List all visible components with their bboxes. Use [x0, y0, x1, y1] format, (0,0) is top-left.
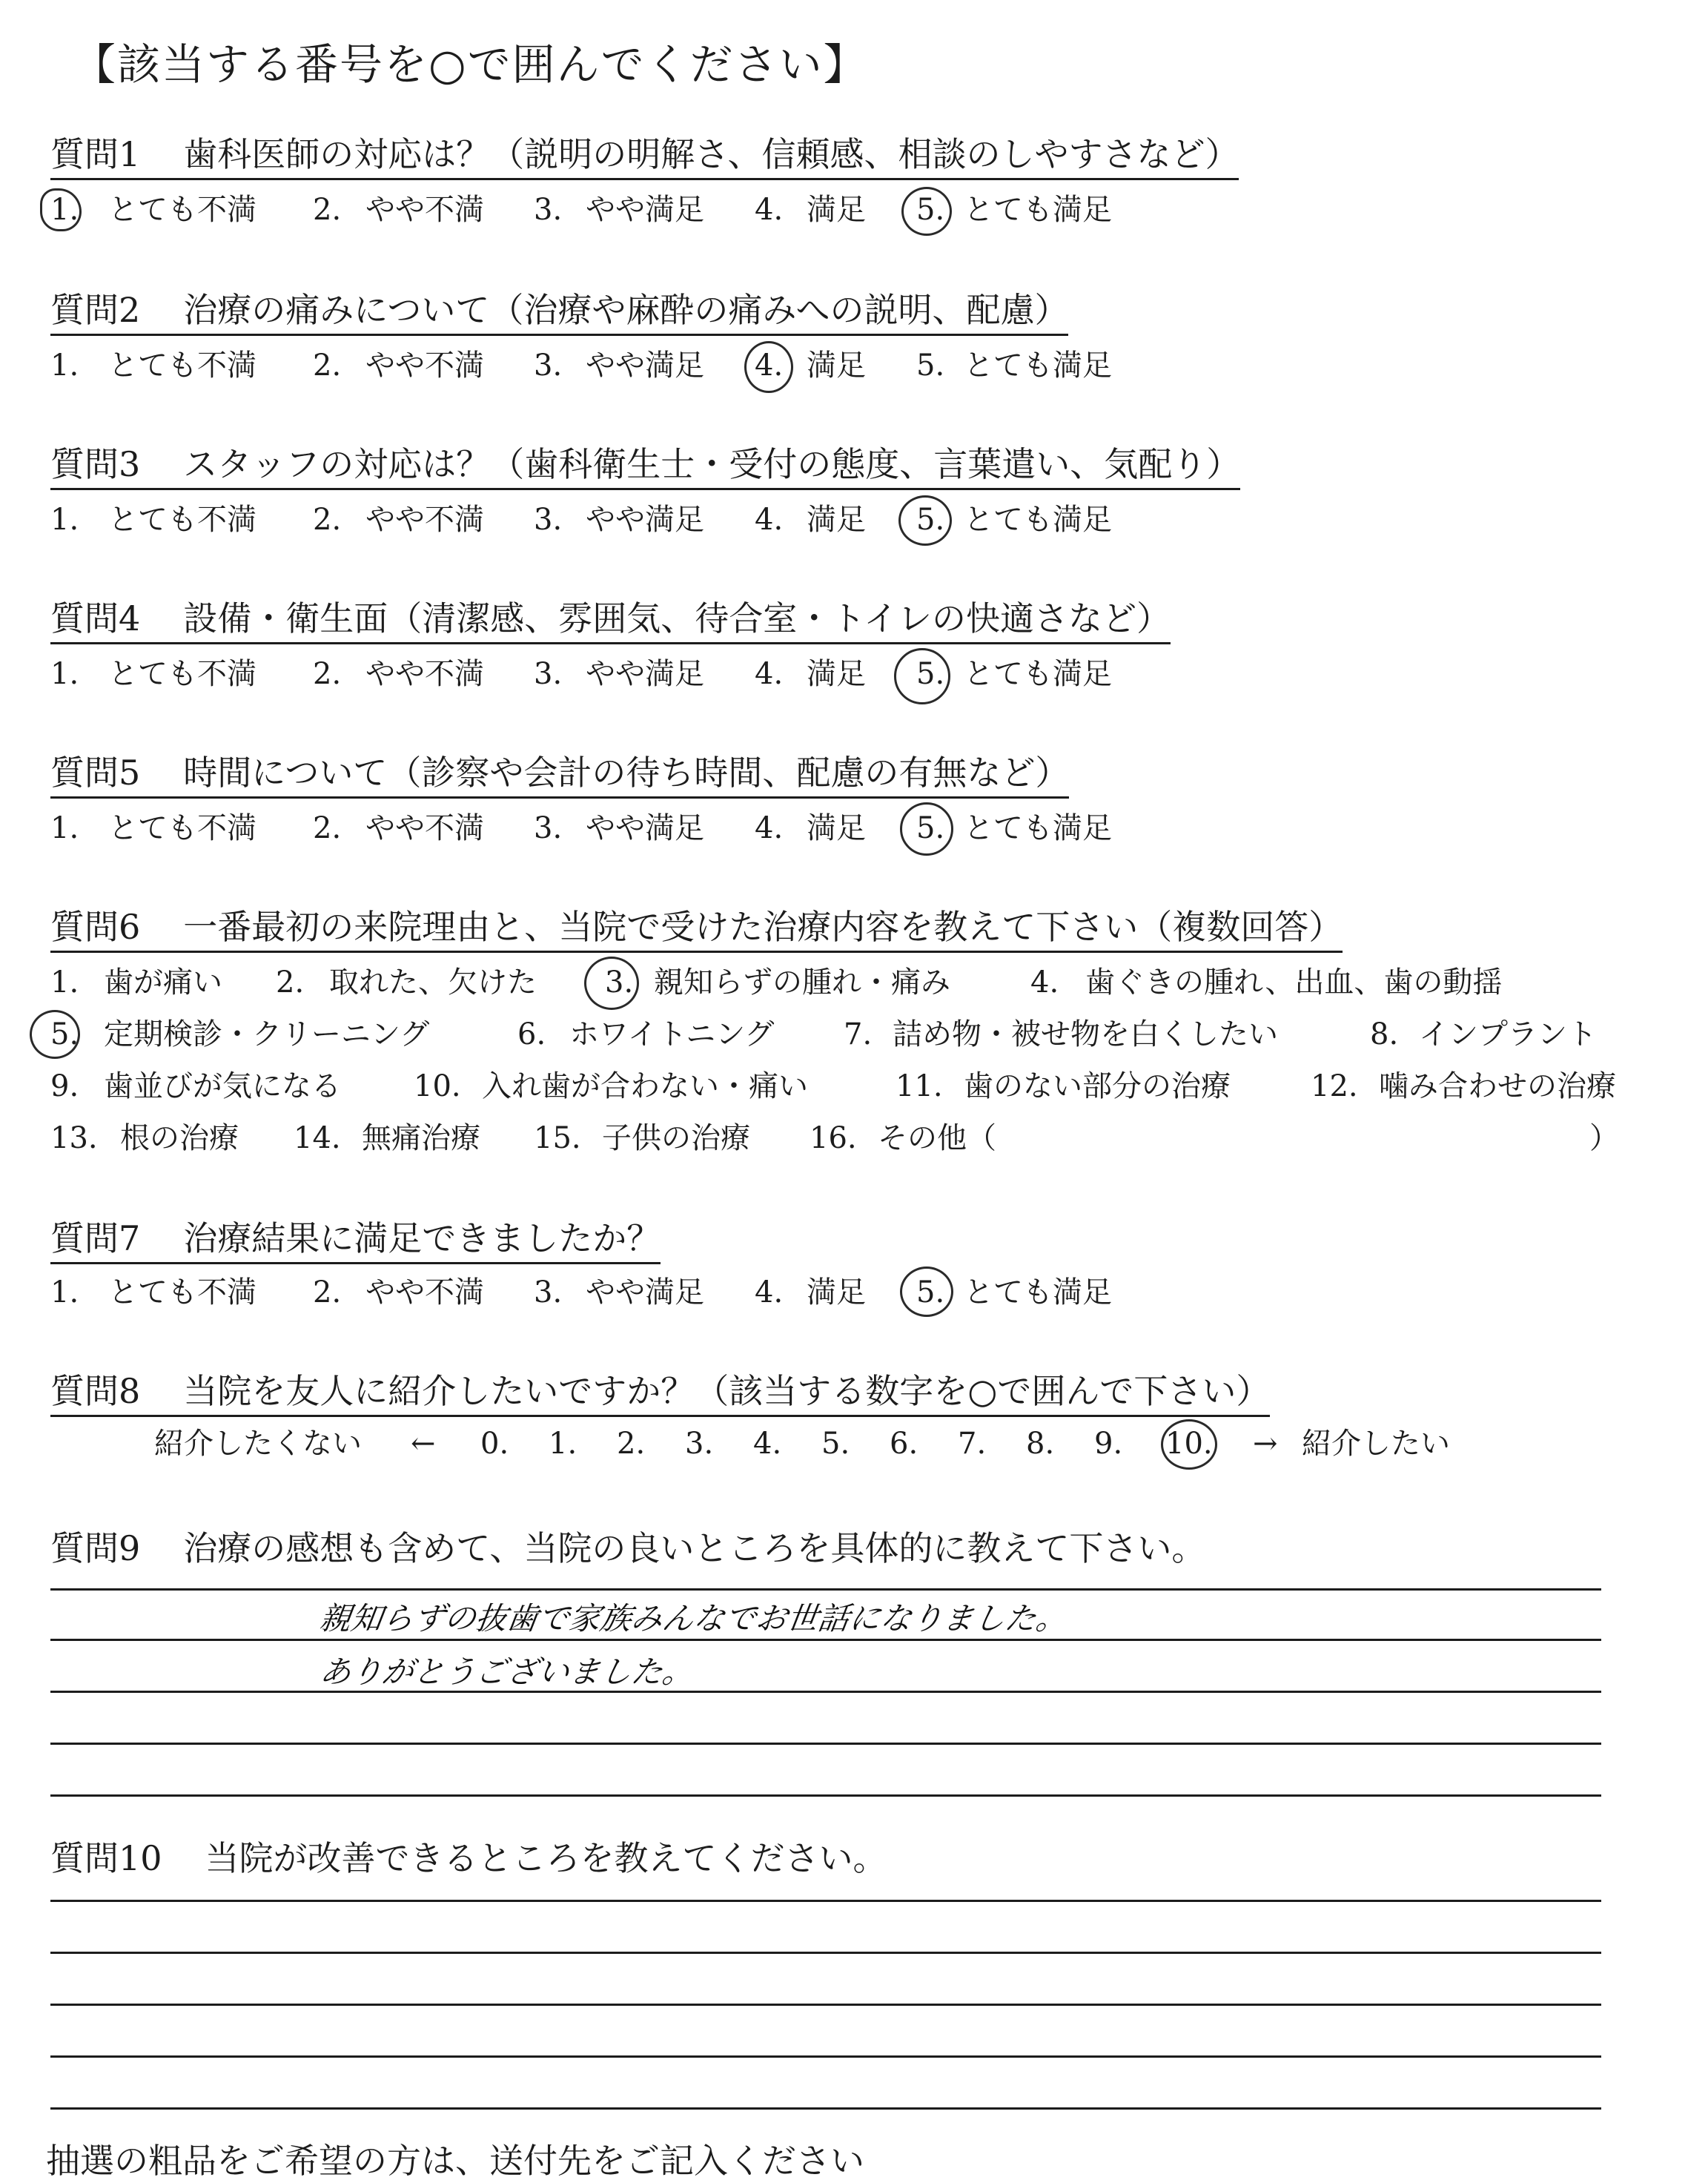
option-3-label[interactable]: やや満足	[586, 657, 704, 691]
option-label[interactable]: その他（	[878, 1121, 996, 1155]
question-7-heading	[50, 1216, 661, 1264]
question-6-label: 質問6	[50, 907, 141, 947]
question-1-heading	[50, 132, 1239, 180]
scale-value[interactable]: 8.	[1026, 1427, 1055, 1461]
option-label[interactable]: 取れた、欠けた	[329, 965, 537, 1000]
option-3-num: 3.	[534, 1275, 563, 1310]
option-1-label[interactable]: とても不満	[108, 657, 256, 691]
option-3-num: 3.	[534, 657, 563, 691]
question-7-label: 質問7	[50, 1218, 141, 1258]
option-5-num: 5.	[916, 349, 945, 383]
option-2-num: 2.	[313, 811, 342, 845]
option-1-num: 1.	[50, 193, 79, 227]
option-4-num: 4.	[755, 503, 784, 537]
scale-value[interactable]: 1.	[549, 1427, 577, 1461]
answer-line[interactable]	[50, 1743, 1601, 1745]
question-4-text: 設備・衛生面（清潔感、雰囲気、待合室・トイレの快適さなど）	[183, 598, 1171, 638]
question-5-text: 時間について（診察や会計の待ち時間、配慮の有無など）	[183, 753, 1070, 793]
option-5-label[interactable]: とても満足	[964, 657, 1112, 691]
option-num: 16.	[810, 1121, 857, 1155]
option-5-label[interactable]: とても満足	[964, 811, 1112, 845]
scale-value[interactable]: 7.	[958, 1427, 987, 1461]
option-label[interactable]: 歯並びが気になる	[104, 1069, 341, 1103]
option-label[interactable]: ホワイトニング	[569, 1017, 775, 1051]
question-4-label: 質問4	[50, 598, 141, 638]
question-9-heading	[50, 1526, 1205, 1572]
option-label[interactable]: 入れ歯が合わない・痛い	[482, 1069, 808, 1103]
answer-line[interactable]	[50, 1794, 1601, 1797]
option-5-num: 5.	[916, 657, 945, 691]
answer-line[interactable]	[50, 1639, 1601, 1641]
scale-value[interactable]: 9.	[1094, 1427, 1123, 1461]
scale-value[interactable]: 0.	[480, 1427, 509, 1461]
scale-value[interactable]: 6.	[890, 1427, 918, 1461]
option-3-num: 3.	[534, 193, 563, 227]
selection-circle	[30, 1010, 80, 1059]
scale-value[interactable]: 10.	[1165, 1427, 1213, 1461]
option-5-num: 5.	[916, 503, 945, 537]
question-6-heading	[50, 905, 1343, 953]
scale-right-label: 紹介したい	[1302, 1427, 1450, 1461]
option-3-num: 3.	[534, 503, 563, 537]
option-num: 10.	[414, 1069, 461, 1103]
option-2-label[interactable]: やや不満	[365, 1275, 484, 1310]
answer-line[interactable]	[50, 1588, 1601, 1591]
question-10-heading	[50, 1836, 887, 1882]
option-label[interactable]: 歯のない部分の治療	[964, 1069, 1231, 1103]
option-num: 9.	[50, 1069, 79, 1103]
question-9-label: 質問9	[50, 1528, 141, 1568]
selection-circle	[901, 187, 952, 236]
option-5-num: 5.	[916, 811, 945, 845]
option-num: 11.	[896, 1069, 943, 1103]
option-4-num: 4.	[755, 657, 784, 691]
option-label[interactable]: 親知らずの腫れ・痛み	[654, 965, 950, 1000]
scale-value[interactable]: 2.	[617, 1427, 646, 1461]
handwritten-answer-line-1: 親知らずの抜歯で家族みんなでお世話になりました。	[317, 1600, 1070, 1637]
option-num: 1.	[50, 965, 79, 1000]
option-1-num: 1.	[50, 657, 79, 691]
page-title: 【該当する番号を○で囲んでください】	[73, 39, 868, 90]
question-5-heading	[50, 750, 1069, 799]
scale-value[interactable]: 3.	[685, 1427, 714, 1461]
question-8-label: 質問8	[50, 1371, 141, 1411]
option-2-label[interactable]: やや不満	[365, 657, 484, 691]
question-10-text: 当院が改善できるところを教えてください。	[205, 1838, 887, 1878]
selection-circle	[898, 495, 952, 546]
option-4-label[interactable]: 満足	[807, 811, 866, 845]
question-8-text: 当院を友人に紹介したいですか？（該当する数字を○で囲んで下さい）	[183, 1371, 1271, 1411]
option-4-label[interactable]: 満足	[807, 657, 866, 691]
option-num: 2.	[276, 965, 305, 1000]
selection-circle	[900, 802, 953, 856]
option-2-num: 2.	[313, 503, 342, 537]
option-5-label[interactable]: とても満足	[964, 503, 1112, 537]
option-4-num: 4.	[755, 349, 784, 383]
option-num: 4.	[1030, 965, 1059, 1000]
option-4-num: 4.	[755, 811, 784, 845]
handwritten-answer-line-2: ありがとうございました。	[317, 1654, 697, 1690]
question-1-label: 質問1	[50, 134, 141, 174]
option-label[interactable]: 詰め物・被せ物を白くしたい	[893, 1017, 1278, 1051]
option-num: 14.	[294, 1121, 341, 1155]
option-2-label[interactable]: やや不満	[365, 811, 484, 845]
selection-circle	[1161, 1419, 1217, 1470]
question-10-label: 質問10	[50, 1838, 162, 1878]
option-2-label[interactable]: やや不満	[365, 193, 484, 227]
answer-line[interactable]	[50, 2107, 1601, 2110]
selection-circle	[744, 341, 793, 393]
option-3-label[interactable]: やや満足	[586, 503, 704, 537]
option-4-label[interactable]: 満足	[807, 1275, 866, 1310]
question-4-heading	[50, 596, 1171, 644]
option-num: 3.	[605, 965, 634, 1000]
option-num: 5.	[50, 1017, 79, 1051]
option-4-label[interactable]: 満足	[807, 503, 866, 537]
option-5-num: 5.	[916, 193, 945, 227]
option-1-num: 1.	[50, 503, 79, 537]
option-2-num: 2.	[313, 193, 342, 227]
question-2-heading	[50, 288, 1068, 336]
option-num: 7.	[844, 1017, 873, 1051]
question-7-text: 治療結果に満足できましたか？	[183, 1218, 661, 1258]
option-1-label[interactable]: とても不満	[108, 1275, 256, 1310]
scale-left-arrow: ←	[411, 1427, 436, 1461]
option-4-label[interactable]: 満足	[807, 193, 866, 227]
option-num: 12.	[1311, 1069, 1358, 1103]
option-5-label[interactable]: とても満足	[964, 1275, 1112, 1310]
option-3-num: 3.	[534, 349, 563, 383]
option-label[interactable]: 歯が痛い	[104, 965, 222, 1000]
question-2-label: 質問2	[50, 290, 141, 330]
question-3-heading	[50, 442, 1240, 490]
question-9-text: 治療の感想も含めて、当院の良いところを具体的に教えて下さい。	[183, 1528, 1206, 1568]
option-3-label[interactable]: やや満足	[586, 811, 704, 845]
option-1-num: 1.	[50, 1275, 79, 1310]
scale-value[interactable]: 4.	[753, 1427, 782, 1461]
option-1-num: 1.	[50, 811, 79, 845]
answer-line[interactable]	[50, 1952, 1601, 1954]
option-2-num: 2.	[313, 349, 342, 383]
option-label[interactable]: 定期検診・クリーニング	[104, 1017, 430, 1051]
option-label[interactable]: 無痛治療	[362, 1121, 480, 1155]
option-3-label[interactable]: やや満足	[586, 193, 704, 227]
option-2-num: 2.	[313, 1275, 342, 1310]
answer-line[interactable]	[50, 1900, 1601, 1902]
option-1-label[interactable]: とても不満	[108, 811, 256, 845]
question-6-text: 一番最初の来院理由と、当院で受けた治療内容を教えて下さい（複数回答）	[183, 907, 1343, 947]
option-4-num: 4.	[755, 193, 784, 227]
option-1-label[interactable]: とても不満	[108, 193, 256, 227]
question-5-label: 質問5	[50, 753, 141, 793]
answer-line[interactable]	[50, 2055, 1601, 2058]
option-num: 8.	[1370, 1017, 1399, 1051]
option-2-num: 2.	[313, 657, 342, 691]
option-3-label[interactable]: やや満足	[586, 1275, 704, 1310]
option-1-label[interactable]: とても不満	[108, 503, 256, 537]
option-5-label[interactable]: とても満足	[964, 193, 1112, 227]
option-2-label[interactable]: やや不満	[365, 349, 484, 383]
option-4-num: 4.	[755, 1275, 784, 1310]
selection-circle	[894, 648, 950, 704]
question-8-heading	[50, 1369, 1270, 1417]
option-4-label[interactable]: 満足	[807, 349, 866, 383]
option-3-num: 3.	[534, 811, 563, 845]
option-5-label[interactable]: とても満足	[964, 349, 1112, 383]
option-num: 6.	[517, 1017, 546, 1051]
option-num: 15.	[534, 1121, 581, 1155]
footer-note: 抽選の粗品をご希望の方は、送付先をご記入ください	[46, 2141, 864, 2181]
answer-line[interactable]	[50, 1691, 1601, 1693]
option-label[interactable]: 子供の治療	[602, 1121, 750, 1155]
option-1-label[interactable]: とても不満	[108, 349, 256, 383]
option-label[interactable]: 根の治療	[120, 1121, 239, 1155]
option-3-label[interactable]: やや満足	[586, 349, 704, 383]
question-2-text: 治療の痛みについて（治療や麻酔の痛みへの説明、配慮）	[183, 290, 1069, 330]
option-label[interactable]: 歯ぐきの腫れ、出血、歯の動揺	[1085, 965, 1503, 1000]
scale-value[interactable]: 5.	[821, 1427, 850, 1461]
question-1-text: 歯科医師の対応は？（説明の明解さ、信頼感、相談のしやすさなど）	[183, 134, 1239, 174]
selection-circle	[584, 957, 639, 1010]
selection-circle	[900, 1266, 953, 1317]
scale-left-label: 紹介したくない	[154, 1427, 362, 1461]
option-num: 13.	[50, 1121, 98, 1155]
option-label[interactable]: 噛み合わせの治療	[1379, 1069, 1616, 1103]
option-label[interactable]: インプラント	[1419, 1017, 1597, 1051]
answer-line[interactable]	[50, 2004, 1601, 2006]
question-3-text: スタッフの対応は？（歯科衛生士・受付の態度、言葉遣い、気配り）	[183, 444, 1241, 484]
question-3-label: 質問3	[50, 444, 141, 484]
option-1-num: 1.	[50, 349, 79, 383]
other-close-paren: ）	[1589, 1121, 1619, 1155]
option-2-label[interactable]: やや不満	[365, 503, 484, 537]
option-5-num: 5.	[916, 1275, 945, 1310]
scale-right-arrow: →	[1253, 1427, 1278, 1461]
